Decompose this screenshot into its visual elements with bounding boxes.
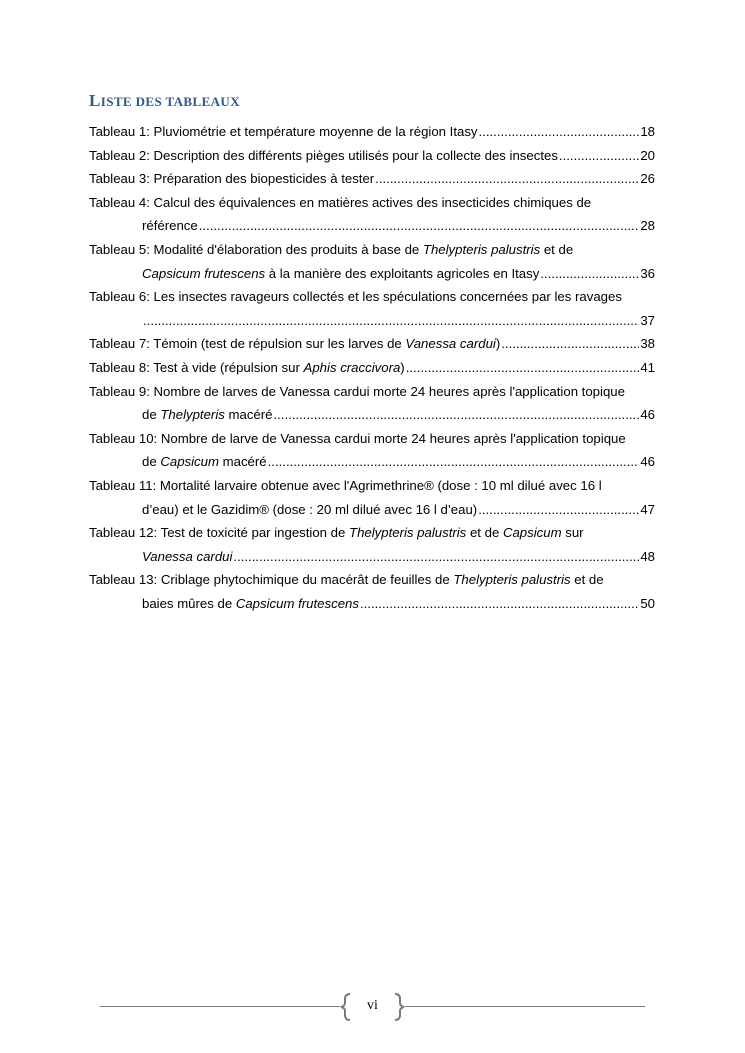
species-name: Vanessa cardui [142, 548, 233, 564]
toc-entry-line [89, 191, 655, 215]
entry-text-segment: sur [561, 525, 584, 541]
entry-text-segment: Tableau 12: Test de toxicité par ingestion de [89, 525, 350, 541]
toc-entry-line [89, 285, 655, 309]
toc-entry-line [89, 403, 655, 427]
entry-text-segment: et de [466, 525, 503, 541]
toc-entry-line [89, 450, 655, 474]
dot-leader [479, 120, 640, 144]
toc-entry-text [142, 592, 359, 616]
dot-leader [143, 309, 639, 333]
entry-text-segment: de [142, 407, 161, 423]
entry-text-segment: Tableau 11: Mortalité larvaire obtenue avec l'Agrimethrine® (dose : 10 ml dilué avec 16 l [89, 477, 602, 493]
entry-text-segment: ) [495, 336, 501, 352]
toc-entry-line [89, 568, 655, 592]
entry-text-segment: Tableau 10: Nombre de larve de Vanessa cardui morte 24 heures après l'application topique [89, 430, 626, 446]
entry-text-segment: baies mûres de [142, 595, 236, 611]
dot-leader [233, 545, 639, 569]
heading-initial: L [89, 91, 101, 110]
toc-entry[interactable] [89, 238, 655, 285]
page-number-ref: 41 [640, 359, 655, 375]
toc-entry-text [89, 191, 591, 215]
entry-text-segment: et de [540, 241, 574, 257]
dot-leader [360, 592, 639, 616]
toc-entry-text [89, 380, 625, 404]
species-name: Aphis craccivora [303, 359, 401, 375]
species-name: Vanessa cardui [405, 336, 496, 352]
toc-entry-line [89, 427, 655, 451]
entry-text-segment: Tableau 4: Calcul des équivalences en matières actives des insecticides chimiques de [89, 194, 592, 210]
toc-entry-text [89, 568, 604, 592]
page-number-ref: 46 [640, 407, 655, 423]
toc-entry-text [89, 120, 478, 144]
toc-entry-line [89, 332, 655, 356]
entry-text-segment: macéré [224, 407, 273, 423]
toc-entry-text [142, 450, 267, 474]
toc-entry-text [142, 214, 198, 238]
page-number-ref: 38 [640, 336, 655, 352]
toc-entry-text [89, 144, 558, 168]
entry-text-segment: Tableau 13: Criblage phytochimique du macérât de feuilles de [89, 572, 454, 588]
toc-entry-line [89, 498, 655, 522]
toc-entry-line [89, 521, 655, 545]
toc-entry-line [89, 120, 655, 144]
dot-leader [540, 262, 639, 286]
page-number-ref: 46 [640, 454, 655, 470]
dot-leader [375, 167, 639, 191]
toc-entry[interactable] [89, 144, 655, 168]
toc-entry-text [89, 427, 626, 451]
toc-entry-text [89, 332, 500, 356]
page-number-ref: 36 [640, 265, 655, 281]
toc-entry-line [89, 214, 655, 238]
toc-entry-line [89, 262, 655, 286]
species-name: Capsicum [160, 454, 219, 470]
species-name: Thelypteris palustris [349, 525, 467, 541]
footer-rule-left [100, 1006, 340, 1007]
toc-entry-line [89, 592, 655, 616]
entry-text-segment: à la manière des exploitants agricoles en Itasy [265, 265, 540, 281]
toc-entry-line [89, 238, 655, 262]
footer-rule-right [405, 1006, 645, 1007]
toc-entry-line [89, 474, 655, 498]
dot-leader [559, 144, 639, 168]
toc-entry-text [89, 521, 584, 545]
entry-text-segment: Tableau 1: Pluviométrie et température moyenne de la région Itasy [89, 124, 478, 139]
species-name: Capsicum frutescens [142, 265, 266, 281]
toc-entry-text [142, 262, 539, 286]
dot-leader [406, 356, 640, 380]
dot-leader [199, 214, 640, 238]
page-footer [100, 992, 645, 1022]
toc-entry-text [89, 285, 622, 309]
toc-entry-text [89, 238, 573, 262]
species-name: Capsicum frutescens [235, 595, 359, 611]
right-brace-icon [393, 992, 405, 1022]
toc-entry-text [89, 474, 602, 498]
toc-entry-line [89, 545, 655, 569]
entry-text-segment: Tableau 8: Test à vide (répulsion sur [89, 359, 304, 375]
toc-entry-line [89, 380, 655, 404]
toc-entry[interactable] [89, 427, 655, 474]
entry-text-segment: d’eau) et le Gazidim® (dose : 20 ml dilué avec 16 l d’eau) [142, 501, 478, 517]
toc-entry-text [142, 403, 272, 427]
entry-text-segment: Tableau 5: Modalité d'élaboration des produits à base de [89, 241, 423, 257]
dot-leader [478, 498, 639, 522]
dot-leader [501, 332, 639, 356]
page-number-ref: 50 [640, 595, 655, 611]
dot-leader [273, 403, 639, 427]
entry-text-segment: de [142, 454, 161, 470]
entry-text-segment: Tableau 2: Description des différents pièges utilisés pour la collecte des insectes [89, 147, 558, 163]
species-name: Thelypteris palustris [453, 572, 571, 588]
dot-leader [268, 450, 640, 474]
toc-entry[interactable] [89, 380, 655, 427]
entry-text-segment: référence [142, 218, 198, 234]
toc-entry-text [142, 545, 232, 569]
entry-text-segment: Tableau 9: Nombre de larves de Vanessa cardui morte 24 heures après l'application topique [89, 383, 625, 399]
toc-entry[interactable] [89, 356, 655, 380]
toc-entry[interactable] [89, 568, 655, 615]
entry-text-segment: Tableau 6: Les insectes ravageurs collectés et les spéculations concernées par les ravages [89, 289, 622, 305]
page-number-ref: 18 [640, 124, 655, 139]
species-name: Thelypteris palustris [422, 241, 541, 257]
species-name: Capsicum [502, 525, 562, 541]
entry-text-segment: ) [400, 359, 405, 375]
list-of-tables-heading [89, 91, 240, 111]
entry-text-segment: macéré [218, 454, 267, 470]
toc-entry-line [89, 144, 655, 168]
entry-text-segment: Tableau 7: Témoin (test de répulsion sur les larves de [89, 336, 406, 352]
toc-entry[interactable] [89, 167, 655, 191]
page-number-ref: 37 [640, 312, 655, 328]
toc-entry[interactable] [89, 285, 655, 332]
page-number-ref: 48 [640, 548, 655, 564]
toc-entry-text [89, 167, 374, 191]
toc-entry[interactable] [89, 521, 655, 568]
page-number-ref: 28 [640, 218, 655, 234]
page-number: vi [367, 998, 378, 1013]
toc-entry-line [89, 167, 655, 191]
toc-entry[interactable] [89, 191, 655, 238]
toc-entry-line [89, 309, 655, 333]
toc-entry-line [89, 356, 655, 380]
page-number-ref: 26 [640, 171, 655, 187]
table-of-tables [89, 120, 655, 615]
toc-entry[interactable] [89, 332, 655, 356]
heading-rest: ISTE DES TABLEAUX [100, 94, 241, 109]
toc-entry[interactable] [89, 120, 655, 144]
toc-entry[interactable] [89, 474, 655, 521]
entry-text-segment: Tableau 3: Préparation des biopesticides à tester [89, 171, 375, 187]
page-number-ref: 47 [640, 501, 655, 517]
page-number-ref: 20 [640, 147, 655, 163]
entry-text-segment: et de [570, 572, 604, 588]
species-name: Thelypteris [160, 407, 225, 423]
toc-entry-text [89, 356, 405, 380]
toc-entry-text [142, 498, 477, 522]
